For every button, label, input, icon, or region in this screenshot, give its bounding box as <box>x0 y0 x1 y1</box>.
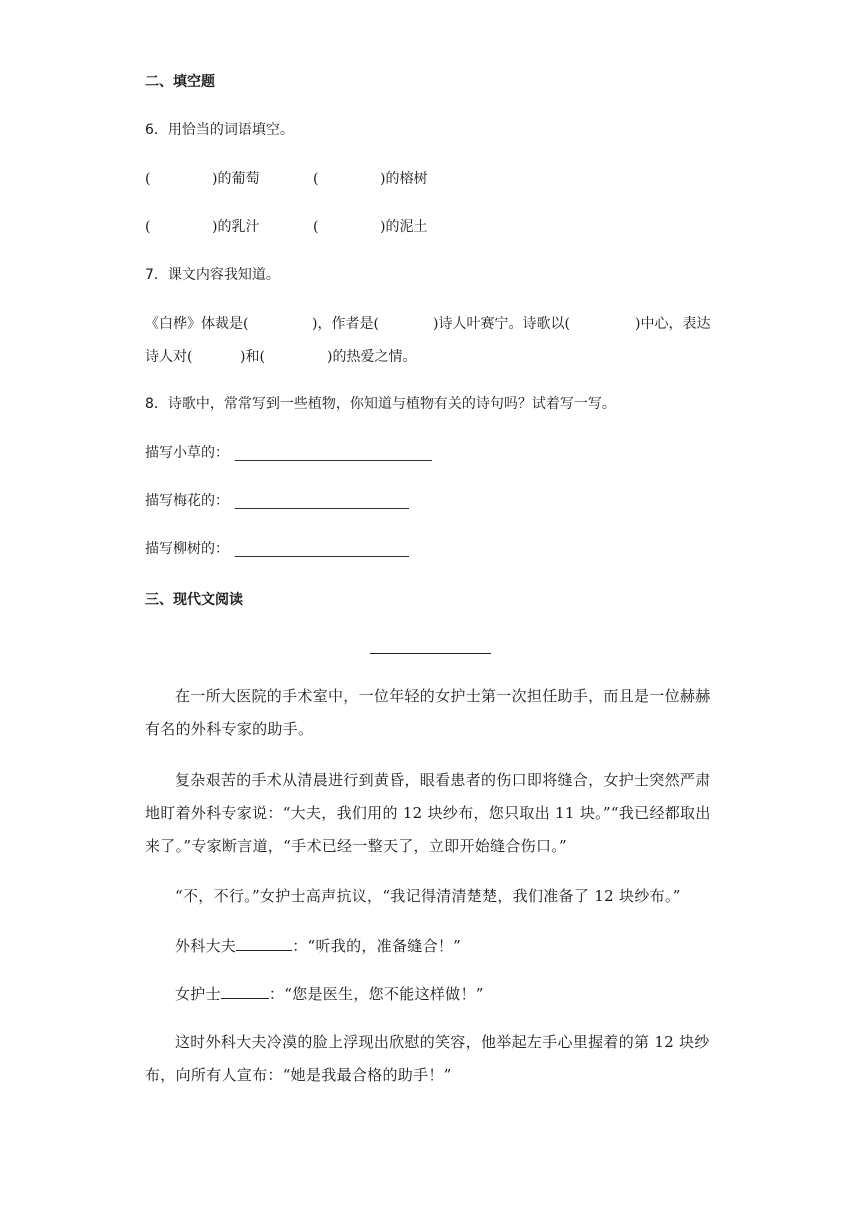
question-8-prompt: 8．诗歌中，常常写到一些植物，你知道与植物有关的诗句吗？试着写一写。 <box>145 396 616 412</box>
section-3-heading: 三、现代文阅读 <box>145 592 243 608</box>
soil-label: )的泥土 <box>380 219 428 235</box>
blank-open-paren: ( <box>313 171 319 187</box>
nurse-label: 女护士 <box>175 985 221 1003</box>
passage-paragraph-3: “不，不行。”女护士高声抗议，“我记得清清楚楚，我们准备了 12 块纱布。” <box>175 887 681 905</box>
q8-grass-label: 描写小草的： <box>145 445 229 461</box>
banyan-label: )的榕树 <box>380 171 428 187</box>
nurse-speech: ：“您是医生，您不能这样做！” <box>268 985 484 1003</box>
q8-grass-answer-line[interactable] <box>235 460 432 461</box>
question-7-prompt: 7．课文内容我知道。 <box>145 267 280 283</box>
q7-text-center: )中心，表达 <box>635 316 711 332</box>
passage-paragraph-1: 在一所大医院的手术室中，一位年轻的女护士第一次担任助手，而且是一位赫赫有名的外科专家的助手。 <box>145 687 711 738</box>
q7-text-author: )，作者是( <box>312 316 379 332</box>
q8-willow-label: 描写柳树的： <box>145 541 229 557</box>
passage-paragraph-4 <box>145 930 720 963</box>
section-2-heading: 二、填空题 <box>145 74 215 90</box>
q7-text-and: )和( <box>240 349 265 365</box>
blank-open-paren: ( <box>313 219 319 235</box>
surgeon-label: 外科大夫 <box>175 937 237 955</box>
passage-paragraph-6: 这时外科大夫冷漠的脸上浮现出欣慰的笑容，他举起左手心里握着的第 12 块纱布，向所有人宣布：“她是我最合格的助手！” <box>145 1033 710 1084</box>
surgeon-blank[interactable] <box>236 934 292 951</box>
blank-open-paren: ( <box>145 219 151 235</box>
grapes-label: )的葡萄 <box>212 171 260 187</box>
milk-label: )的乳汁 <box>212 219 260 235</box>
passage-paragraph-2: 复杂艰苦的手术从清晨进行到黄昏，眼看患者的伤口即将缝合，女护士突然严肃地盯着外科专家说：“大夫，我们用的 12 块纱布，您只取出 11 块。”“我已经都取出来了。”专家断言道，“手术已经一整天了，立即开始缝合伤口。” <box>145 771 711 855</box>
surgeon-speech: ：“听我的，准备缝合！” <box>292 937 462 955</box>
q7-text-poet: )诗人叶赛宁。诗歌以( <box>433 316 570 332</box>
passage-paragraph-5 <box>145 978 720 1011</box>
q7-text-poet-to: 诗人对( <box>145 349 193 365</box>
q8-willow-answer-line[interactable] <box>235 556 409 557</box>
passage-title-blank <box>370 653 491 654</box>
nurse-blank[interactable] <box>221 982 269 999</box>
question-6-prompt: 6．用恰当的词语填空。 <box>145 122 294 138</box>
blank-open-paren: ( <box>145 171 151 187</box>
q8-plum-answer-line[interactable] <box>235 508 409 509</box>
q8-plum-label: 描写梅花的： <box>145 493 229 509</box>
q7-text-genre: 《白桦》体裁是( <box>145 316 249 332</box>
q7-text-love: )的热爱之情。 <box>327 349 417 365</box>
